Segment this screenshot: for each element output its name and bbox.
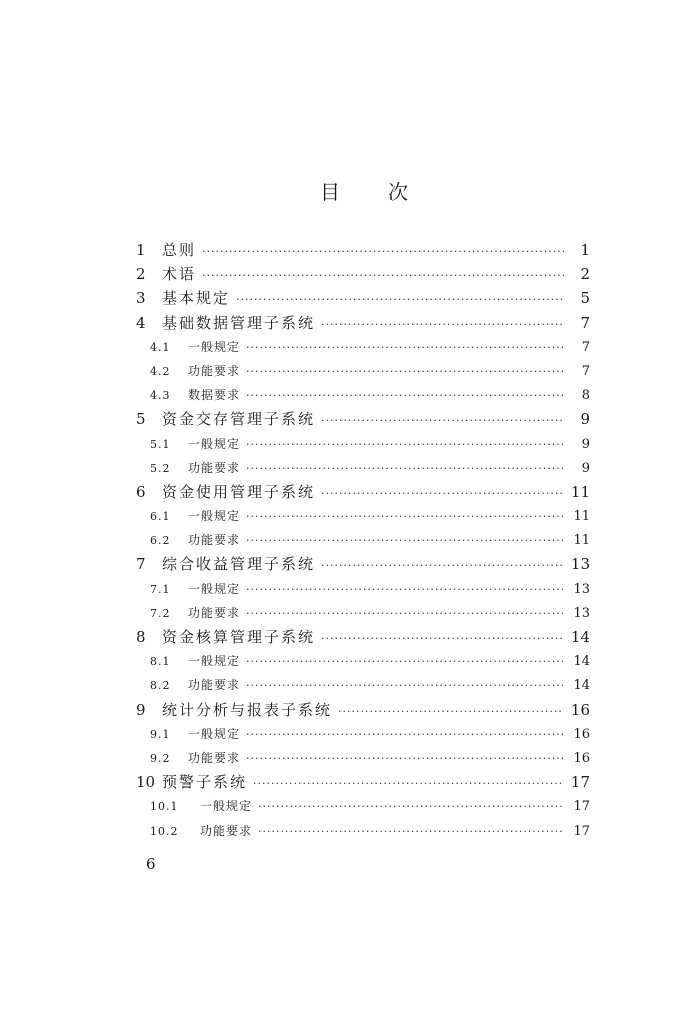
toc-entry-page: 1 xyxy=(580,241,590,259)
toc-section-entry[interactable] xyxy=(134,601,590,625)
toc-entry-page: 17 xyxy=(573,799,590,815)
toc-entry-number: 8.1 xyxy=(150,655,171,669)
toc-entry-page: 11 xyxy=(570,482,590,501)
toc-dot-leader xyxy=(246,505,564,529)
toc-section-entry[interactable] xyxy=(134,819,590,843)
toc-entry-number: 8.2 xyxy=(150,679,171,693)
toc-entry-label: 基础数据管理子系统 xyxy=(162,313,316,332)
toc-entry-label: 统计分析与报表子系统 xyxy=(162,700,333,719)
toc-title-part2: 次 xyxy=(388,180,408,204)
toc-entry-page: 9 xyxy=(580,410,590,429)
toc-entry-label: 功能要求 xyxy=(188,605,241,620)
toc-dot-leader xyxy=(202,240,564,264)
toc-entry-number: 7.2 xyxy=(150,606,171,620)
toc-entry-page: 9 xyxy=(581,460,590,476)
toc-entry-label: 功能要求 xyxy=(188,363,241,378)
toc-entry-label: 术语 xyxy=(162,265,197,284)
toc-entry-page: 11 xyxy=(573,533,590,549)
toc-section-entry[interactable] xyxy=(134,746,590,770)
toc-entry-label: 资金核算管理子系统 xyxy=(162,628,316,646)
toc-entry-page: 13 xyxy=(573,581,590,597)
toc-entry-page: 16 xyxy=(573,750,590,766)
toc-entry-page: 5 xyxy=(580,289,590,308)
toc-entry-number: 6.2 xyxy=(150,534,171,548)
toc-dot-leader xyxy=(246,723,564,747)
toc-dot-leader xyxy=(246,529,564,553)
toc-entry-number: 10 xyxy=(136,773,156,792)
toc-entry-number: 4.1 xyxy=(150,340,171,354)
toc-dot-leader xyxy=(246,336,564,360)
toc-entry-label: 功能要求 xyxy=(188,678,241,693)
toc-dot-leader xyxy=(321,554,564,578)
toc-section-entry[interactable] xyxy=(134,432,590,456)
toc-dot-leader xyxy=(321,627,564,651)
toc-entry-page: 8 xyxy=(581,388,590,404)
toc-entry-label: 一般规定 xyxy=(188,436,241,451)
toc-entry-number: 4.3 xyxy=(150,389,171,403)
toc-section-entry[interactable] xyxy=(134,528,590,552)
toc-entry-number: 2 xyxy=(136,265,146,284)
toc-chapter-entry[interactable] xyxy=(134,698,590,722)
toc-chapter-entry[interactable] xyxy=(134,407,590,431)
toc-dot-leader xyxy=(246,650,564,674)
toc-entry-label: 功能要求 xyxy=(188,460,241,475)
toc-dot-leader xyxy=(258,795,564,819)
toc-entry-page: 7 xyxy=(581,339,590,355)
toc-entry-label: 一般规定 xyxy=(200,799,253,814)
toc-entry-label: 一般规定 xyxy=(188,509,241,524)
toc-dot-leader xyxy=(246,360,564,384)
toc-entry-number: 4.2 xyxy=(150,364,171,378)
toc-entry-page: 16 xyxy=(573,726,590,742)
toc-entry-page: 14 xyxy=(573,678,590,694)
toc-entry-page: 2 xyxy=(580,265,590,284)
toc-entry-label: 一般规定 xyxy=(188,581,241,596)
toc-entry-label: 一般规定 xyxy=(188,339,241,354)
toc-title-part1: 目 xyxy=(320,180,340,204)
toc-section-entry[interactable] xyxy=(134,335,590,359)
toc-entry-page: 17 xyxy=(570,773,590,792)
toc-entry-number: 3 xyxy=(136,289,146,308)
toc-section-entry[interactable] xyxy=(134,794,590,818)
toc-title xyxy=(0,176,688,208)
toc-entry-number: 10.1 xyxy=(150,800,179,814)
toc-entry-number: 7.1 xyxy=(150,582,171,596)
toc-entry-page: 11 xyxy=(573,509,590,525)
toc-entry-number: 9.2 xyxy=(150,751,171,765)
toc-entry-label: 一般规定 xyxy=(188,654,241,669)
toc-entry-page: 14 xyxy=(570,628,590,646)
toc-entry-number: 7 xyxy=(136,555,146,574)
toc-dot-leader xyxy=(202,264,564,288)
toc-entry-label: 基本规定 xyxy=(162,289,231,308)
toc-entry-number: 8 xyxy=(136,628,146,646)
toc-dot-leader xyxy=(246,747,564,771)
toc-section-entry[interactable] xyxy=(134,504,590,528)
toc-section-entry[interactable] xyxy=(134,649,590,673)
toc-chapter-entry[interactable] xyxy=(134,238,590,262)
toc-entry-label: 资金使用管理子系统 xyxy=(162,482,316,501)
toc-dot-leader xyxy=(321,313,564,337)
toc-entry-number: 6 xyxy=(136,482,146,501)
toc-dot-leader xyxy=(236,288,564,312)
toc-section-entry[interactable] xyxy=(134,456,590,480)
toc-entry-label: 总则 xyxy=(162,241,197,259)
toc-dot-leader xyxy=(246,674,564,698)
toc-entry-page: 7 xyxy=(580,313,590,332)
toc-entry-label: 功能要求 xyxy=(188,533,241,548)
toc-section-entry[interactable] xyxy=(134,722,590,746)
toc-entry-page: 7 xyxy=(581,363,590,379)
toc-entry-number: 4 xyxy=(136,313,146,332)
toc-entry-page: 17 xyxy=(573,823,590,839)
toc-entry-label: 预警子系统 xyxy=(162,773,248,792)
toc-section-entry[interactable] xyxy=(134,359,590,383)
toc-entry-page: 13 xyxy=(573,605,590,621)
toc-entry-label: 功能要求 xyxy=(200,823,253,838)
toc-section-entry[interactable] xyxy=(134,673,590,697)
toc-entry-page: 13 xyxy=(570,555,590,574)
page-number: 6 xyxy=(146,855,156,873)
toc-section-entry[interactable] xyxy=(134,383,590,407)
toc-dot-leader xyxy=(321,482,564,506)
toc-dot-leader xyxy=(321,409,564,433)
toc-chapter-entry[interactable] xyxy=(134,770,590,794)
toc-entry-label: 综合收益管理子系统 xyxy=(162,555,316,574)
toc-dot-leader xyxy=(338,700,564,724)
toc-dot-leader xyxy=(246,578,564,602)
toc-section-entry[interactable] xyxy=(134,577,590,601)
toc-entry-number: 10.2 xyxy=(150,824,179,838)
toc-entry-number: 1 xyxy=(136,241,146,259)
toc-entry-label: 功能要求 xyxy=(188,750,241,765)
toc-entry-label: 资金交存管理子系统 xyxy=(162,410,316,429)
toc-chapter-entry[interactable] xyxy=(134,552,590,576)
toc-dot-leader xyxy=(246,457,564,481)
toc-entry-label: 一般规定 xyxy=(188,726,241,741)
toc-entry-number: 9 xyxy=(136,700,146,719)
toc-chapter-entry[interactable] xyxy=(134,480,590,504)
toc-dot-leader xyxy=(246,602,564,626)
toc-entry-number: 5 xyxy=(136,410,146,429)
toc-dot-leader xyxy=(253,772,564,796)
toc-chapter-entry[interactable] xyxy=(134,262,590,286)
toc-entry-number: 5.1 xyxy=(150,437,171,451)
toc-dot-leader xyxy=(246,433,564,457)
toc-chapter-entry[interactable] xyxy=(134,286,590,310)
toc-entry-page: 16 xyxy=(570,700,590,719)
toc-dot-leader xyxy=(246,384,564,408)
toc-entry-number: 9.1 xyxy=(150,727,171,741)
toc-chapter-entry[interactable] xyxy=(134,625,590,649)
toc-entry-label: 数据要求 xyxy=(188,388,241,403)
toc-chapter-entry[interactable] xyxy=(134,311,590,335)
toc-entry-page: 9 xyxy=(581,436,590,452)
table-of-contents xyxy=(134,238,590,843)
toc-entry-number: 6.1 xyxy=(150,510,171,524)
toc-dot-leader xyxy=(258,820,564,844)
toc-entry-number: 5.2 xyxy=(150,461,171,475)
toc-entry-page: 14 xyxy=(573,654,590,670)
